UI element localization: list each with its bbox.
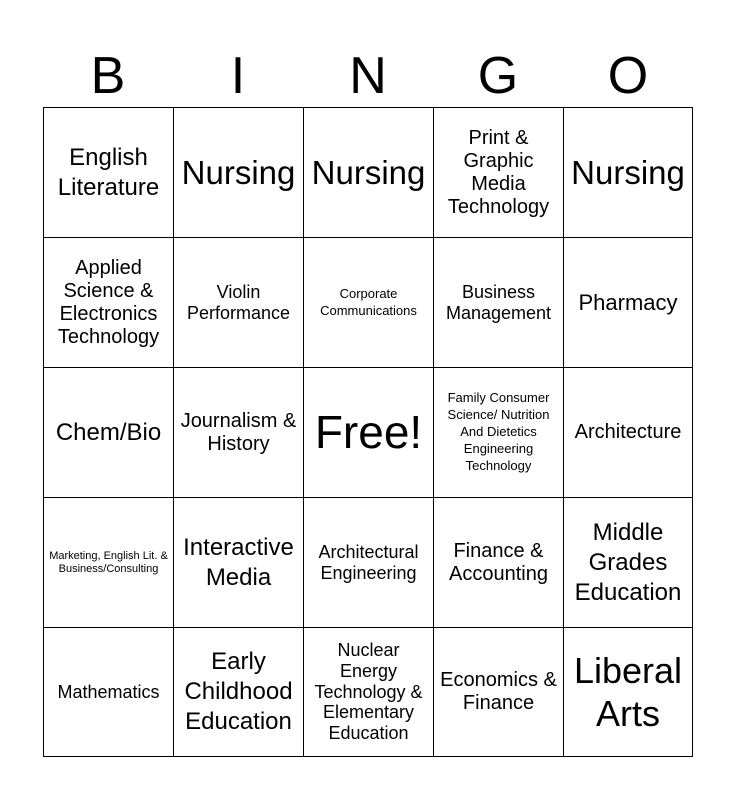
cell-label: Interactive Media [183,533,294,591]
bingo-cell[interactable] [43,237,173,367]
cell-label: Middle Grades Education [574,518,682,606]
bingo-cell[interactable] [43,497,173,627]
header-letter-b: B [90,47,126,105]
bingo-cell[interactable] [563,107,693,237]
cell-label: Finance & Accounting [449,539,548,585]
bingo-cell[interactable] [563,627,693,757]
cell-label: Business Management [445,281,552,323]
bingo-cell[interactable] [563,237,693,367]
bingo-header [43,44,693,108]
bingo-cell[interactable] [433,237,563,367]
cell-label: Nursing [571,153,685,191]
free-space-label: Free! [314,406,423,459]
cell-label: Nuclear Energy Technology & Elementary Education [314,640,423,744]
bingo-cell[interactable] [173,237,303,367]
bingo-cell[interactable] [303,497,433,627]
cell-label: Early Childhood Education [184,648,293,735]
cell-label: Nursing [181,153,296,191]
cell-label: Liberal Arts [573,649,683,734]
bingo-cell[interactable] [43,367,173,497]
cell-label: Print & Graphic Media Technology [447,126,550,218]
header-letter-i: I [230,47,246,105]
header-letter-n: N [349,47,387,105]
cell-label: Nursing [311,153,426,191]
cell-label: Marketing, English Lit. & Business/Consulting [49,549,168,575]
bingo-board [43,107,693,757]
cell-label: Economics & Finance [440,669,557,714]
bingo-cell[interactable] [173,497,303,627]
bingo-cell[interactable] [43,627,173,757]
bingo-cell[interactable] [173,627,303,757]
cell-label: Chem/Bio [55,418,162,446]
bingo-cell[interactable] [433,107,563,237]
cell-label: Journalism & History [180,409,297,455]
cell-label: Pharmacy [578,289,678,315]
bingo-cell[interactable] [303,237,433,367]
bingo-cell[interactable] [433,367,563,497]
cell-label: Corporate Communications [320,285,417,318]
free-space-cell[interactable] [303,367,433,497]
bingo-cell[interactable] [563,367,693,497]
bingo-cell[interactable] [563,497,693,627]
bingo-cell[interactable] [173,107,303,237]
header-letter-o: O [607,47,649,105]
bingo-cell[interactable] [303,107,433,237]
cell-label: Applied Science & Electronics Technology [57,256,160,348]
cell-label: English Literature [57,143,160,201]
cell-label: Violin Performance [186,281,291,323]
bingo-cell[interactable] [433,497,563,627]
cell-label: Architectural Engineering [318,541,419,583]
header-letter-g: G [477,47,519,105]
cell-label: Architecture [574,421,682,443]
bingo-cell[interactable] [173,367,303,497]
bingo-cell[interactable] [43,107,173,237]
cell-label: Mathematics [57,681,160,702]
cell-label: Family Consumer Science/ Nutrition And Dietetics Engineering Technology [447,390,550,473]
bingo-cell[interactable] [303,627,433,757]
bingo-cell[interactable] [433,627,563,757]
